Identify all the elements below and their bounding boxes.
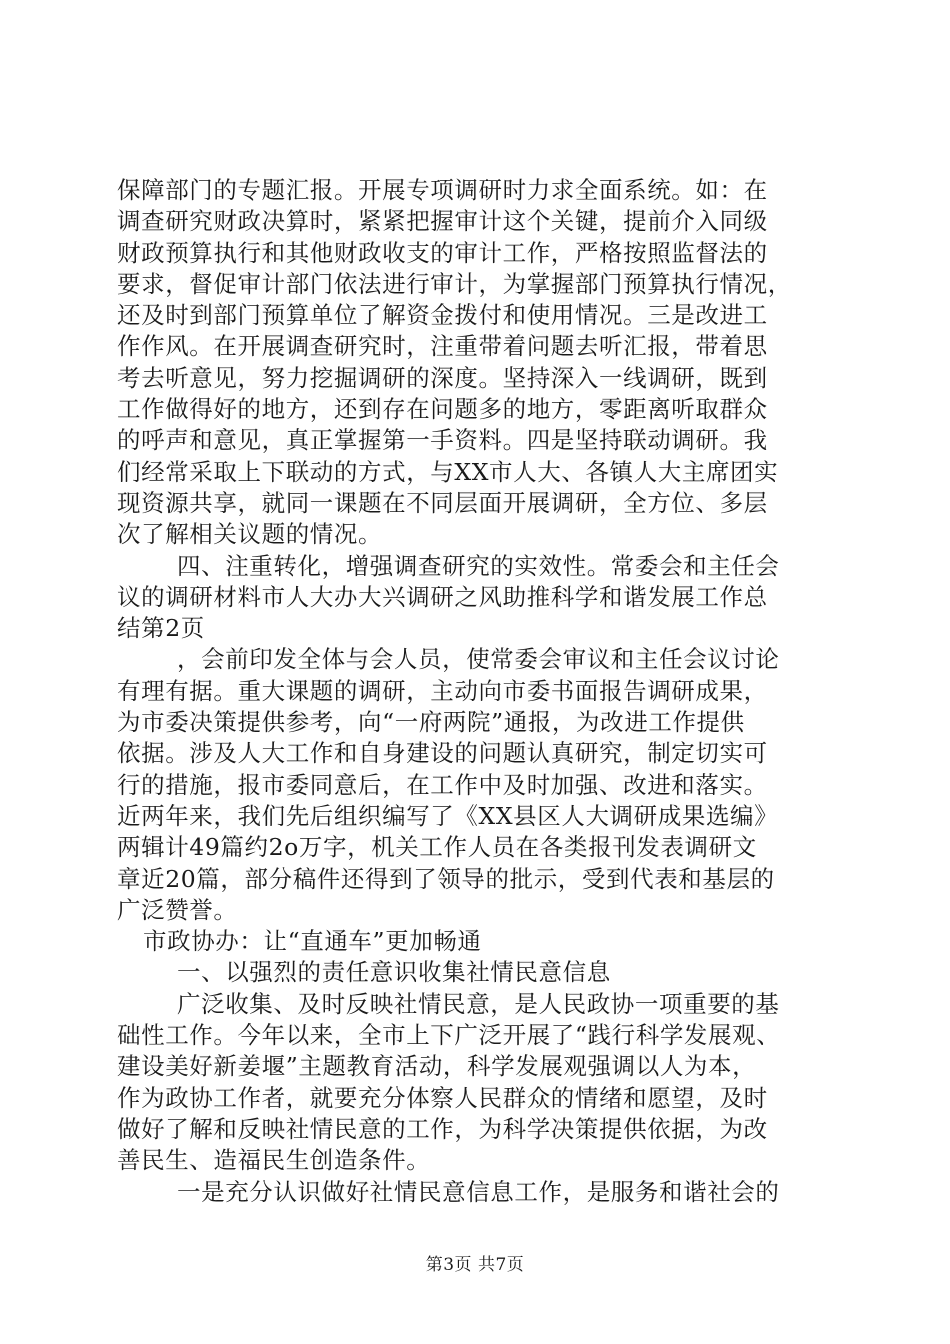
text-line: 两辑计49篇约2o万字，机关工作人员在各类报刊发表调研文 [117,833,757,862]
text-line: ，会前印发全体与会人员，使常委会审议和主任会议讨论 [177,645,780,674]
text-line: 近两年来，我们先后组织编写了《XX县区人大调研成果选编》 [117,801,779,830]
text-line: 的呼声和意见，真正掌握第一手资料。四是坚持联动调研。我 [117,426,768,455]
text-line: 市政协办：让“直通车”更加畅通 [143,927,482,956]
text-line: 财政预算执行和其他财政收支的审计工作，严格按照监督法的 [117,238,768,267]
text-line: 有理有据。重大课题的调研，主动向市委书面报告调研成果， [117,676,768,705]
text-line: 础性工作。今年以来，全市上下广泛开展了“践行科学发展观、 [117,1021,781,1050]
text-line: 现资源共享，就同一课题在不同层面开展调研，全方位、多层 [117,488,768,517]
text-line: 保障部门的专题汇报。开展专项调研时力求全面系统。如：在 [117,176,768,204]
text-line: 工作做得好的地方，还到存在问题多的地方，零距离听取群众 [117,395,768,424]
text-line: 调查研究财政决算时，紧紧把握审计这个关键，提前介入同级 [117,207,768,236]
document-body [117,175,837,1208]
text-line: 广泛赞誉。 [117,895,238,924]
text-line: 作为政协工作者，就要充分体察人民群众的情绪和愿望，及时 [117,1083,768,1112]
text-line: 章近20篇，部分稿件还得到了领导的批示，受到代表和基层的 [117,864,775,893]
text-line: 议的调研材料市人大办大兴调研之风助推科学和谐发展工作总 [117,582,768,611]
text-line: 一、以强烈的责任意识收集社情民意信息 [177,958,611,987]
text-line: 善民生、造福民生创造条件。 [117,1146,431,1175]
text-line: 做好了解和反映社情民意的工作，为科学决策提供依据，为改 [117,1114,768,1143]
text-line: 广泛收集、及时反映社情民意，是人民政协一项重要的基 [177,989,780,1018]
text-line: 建设美好新姜堰”主题教育活动，科学发展观强调以人为本， [117,1052,757,1081]
text-line: 结第2页 [117,614,205,643]
text-line: 四、注重转化，增强调查研究的实效性。常委会和主任会 [177,551,780,580]
text-line: 依据。涉及人大工作和自身建设的问题认真研究，制定切实可 [117,739,768,768]
text-line: 次了解相关议题的情况。 [117,520,383,549]
text-line: 们经常采取上下联动的方式，与XX市人大、各镇人大主席团实 [117,457,779,486]
text-line: 为市委决策提供参考，向“一府两院”通报，为改进工作提供 [117,708,745,737]
text-line: 考去听意见，努力挖掘调研的深度。坚持深入一线调研，既到 [117,363,768,392]
text-line: 行的措施，报市委同意后，在工作中及时加强、改进和落实。 [117,770,768,799]
text-line: 还及时到部门预算单位了解资金拨付和使用情况。三是改进工 [117,301,768,330]
page-footer: 第3页 共7页 [425,1255,525,1275]
text-line: 要求，督促审计部门依法进行审计，为掌握部门预算执行情况， [117,269,792,298]
text-line: 一是充分认识做好社情民意信息工作，是服务和谐社会的 [177,1177,780,1206]
text-line: 作作风。在开展调查研究时，注重带着问题去听汇报，带着思 [117,332,768,361]
